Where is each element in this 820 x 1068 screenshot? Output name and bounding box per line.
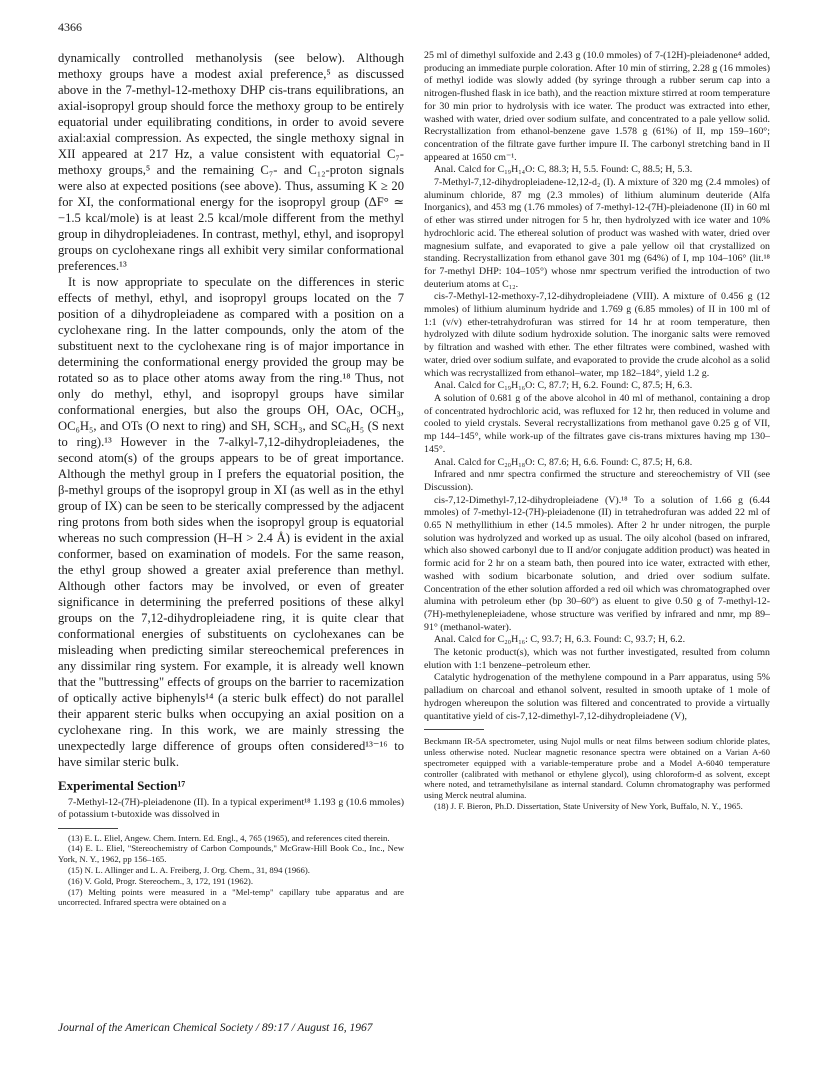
footnote: (17) Melting points were measured in a "Mel-temp" capillary tube apparatus and are uncorrected. Infrared spectra were obtained on a [58,886,404,908]
experimental-paragraph: 7-Methyl-12-(7H)-pleiadenone (II). In a typical experiment¹⁸ 1.193 g (10.6 mmoles) of potassium t-butoxide was dissolved in [58,797,404,821]
footnote: (14) E. L. Eliel, "Stereochemistry of Carbon Compounds," McGraw-Hill Book Co., Inc., New York, N. Y., 1962, pp 156–165. [58,843,404,865]
footnotes-left [58,833,404,909]
footnote: (16) V. Gold, Progr. Stereochem., 3, 172, 191 (1962). [68,875,253,886]
right-column [424,50,770,812]
analysis-line: Anal. Calcd for C₁₉H₁₄O: C, 88.3; H, 5.5. Found: C, 88.5; H, 5.3. [434,164,693,176]
body-paragraph: Infrared and nmr spectra confirmed the structure and stereochemistry of VII (see Discussion). [424,469,770,493]
body-paragraph: Catalytic hydrogenation of the methylene compound in a Parr apparatus, using 5% palladium on charcoal and ethanol solvent, resulted in smooth uptake of 1 mole of hydrogen whereupon the solution was filtered and concentrated to provide a virtually quantitative yield of cis-7,12-dimethyl-7,12-dihydropleiadene (V), [424,672,770,722]
left-column [58,50,404,908]
main-text [58,50,404,770]
footnotes-right [424,736,770,812]
footnote: (13) E. L. Eliel, Angew. Chem. Intern. Ed. Engl., 4, 765 (1965), and references cited therein. [68,832,390,843]
analysis-line: Anal. Calcd for C₂₀H₁₈O: C, 87.6; H, 6.6. Found: C, 87.5; H, 6.8. [434,456,693,468]
body-paragraph: The ketonic product(s), which was not further investigated, resulted from column elution with 1:1 benzene–petroleum ether. [424,647,770,671]
body-paragraph: 25 ml of dimethyl sulfoxide and 2.43 g (10.0 mmoles) of 7-(12H)-pleiadenone⁴ added, producing an immediate purple coloration. After 10 min of stirring, 2.28 g (16 mmoles) of methyl iodide was slowly added (by syringe through a rubber serum cap into a nitrogen-flushed flask in ice bath), and the reaction mixture stirred at room temperature for 30 min prior to hydrolysis with ice water. The product was extracted into ether, washed with water, dried over sodium sulfate, and concentrated to a pale yellow solid. Recrystallization from ethanol-benzene gave 1.578 g (61%) of II, mp 159–160°; concentration of the filtrate gave further impure II. The carbonyl stretching band in II appeared at 1650 cm⁻¹. [424,50,770,163]
body-paragraph: A solution of 0.681 g of the above alcohol in 40 ml of methanol, containing a drop of concentrated hydrochloric acid, was refluxed for 12 hr, then reduced in volume and cooled to yield crystals. Several recrystallizations from methanol gave 0.25 g of VII, mp 144–145°, while work-up of the filtrates gave cis-trans mixtures having mp 130–145°. [424,392,770,455]
footnote: (15) N. L. Allinger and L. A. Freiberg, J. Org. Chem., 31, 894 (1966). [68,864,310,875]
footnote-rule [424,729,484,730]
analysis-line: Anal. Calcd for C₁₉H₁₆O: C, 87.7; H, 6.2. Found: C, 87.5; H, 6.3. [434,380,693,392]
footnote: Beckmann IR-5A spectrometer, using Nujol mulls or neat films between sodium chloride plates, unless otherwise noted. Nuclear magnetic resonance spectra were obtained on a Varian A-60 spectrometer equipped with a variable-temperature probe and a Model A-6040 temperature controller (calibrated with methanol or ethylene glycol), using chloroform-d as solvent, except where noted, and tetramethylsilane as internal standard. Column chromatography was performed using Merck neutral alumina. [424,736,770,801]
footnote-rule [58,828,118,829]
footnote: (18) J. F. Bieron, Ph.D. Dissertation, State University of New York, Buffalo, N. Y., 1965. [434,801,743,812]
body-paragraph: It is now appropriate to speculate on the differences in steric effects of methyl, ethyl, and isopropyl groups located on the 7 position of a dihydropleiadene as compared with a position on a cyclohexane ring. In the latter compounds, only the atom of the substituent next to the cyclohexane ring is of major importance in determining the conformational energy provided the group may be rotated so as to place other atoms away from the ring.¹⁸ Thus, not only do methyl, ethyl, and isopropyl groups have similar conformational energies, but also the groups OH, OAc, OCH₃, OC₆H₅, and OTs (O next to ring) and SH, SCH₃, and SC₆H₅ (S next to ring).¹³ However in the 7-alkyl-7,12-dihydropleiadenes, the second atom(s) of the groups appears to be of great importance. Although the methyl group in I prefers the equatorial position, the β-methyl groups of the isopropyl group in XI (as well as in the ethyl group of IX) can be seen to be sterically compressed by the adjacent ring protons from both sides when the isopropyl group is equatorial whereas no such compression (H–H > 2.4 Å) is evident in the axial conformer, based on examination of models. For the same reason, the ethyl group showed a greater axial preference than methyl. Although other factors may be involved, or even of greater significance in determining the preferred positions of these alkyl groups on the 7,12-dihydropleiadene ring, it is quite clear that conformational energies of substituents on cyclohexanes can be misleading when predicting similar stereochemical preferences in any dissimilar ring system. For example, it is already well known that the "buttressing" effects of groups on the barrier to racemization of optically active biphenyls¹⁴ (a steric bulk effect) do not parallel their apparent steric bulks when occupying an axial position on a cyclohexane ring. In this work, we are mainly stressing the unexpectedly large difference of groups often considered¹³⁻¹⁶ to have similar steric bulk. [58,275,404,769]
body-paragraph: cis-7,12-Dimethyl-7,12-dihydropleiadene (V).¹⁸ To a solution of 1.66 g (6.44 mmoles) of 7-methyl-12-(7H)-pleiadenone (II) in tetrahedrofuran was added 22 ml of 0.65 N methyllithium in ether (14.5 mmoles). After 2 hr under nitrogen, the purple solution was hydrolyzed and worked up as usual. The oily alcohol (based on infrared, which also showed carbonyl due to II and/or conjugate addition product) was heated in formic acid for 2 hr on a steam bath, then poured into ice water, extracted with ether, washed with sodium bicarbonate solution, and dried over sodium sulfate. Concentration of the ether solution afforded a red oil which was chromatographed over alumina with petroleum ether (bp 30–60°) as eluent to give 0.50 g of 7-methyl-12-(7H)-methylenepleiadene, whose structure was verified by infrared and nmr, mp 89–91° (methanol-water). [424,494,770,633]
body-paragraph: 7-Methyl-7,12-dihydropleiadene-12,12-d₂ (I). A mixture of 320 mg (2.4 mmoles) of aluminum chloride, 87 mg (2.3 mmoles) of lithium aluminum deuteride (Alfa Inorganics), and 453 mg (1.76 mmoles) of 7-methyl-12-(7H)-pleiadenone (II) in 60 ml of ether was stirred under nitrogen for 5 hr, then hydrolyzed with ice water and 10% hydrochloric acid. The ethereal solution of product was washed with water, dried over magnesium sulfate, and evaporated to give a pale yellow oil that crystallized on standing. Recrystallization from ethanol gave 301 mg (64%) of I, mp 104–106° (lit.¹⁸ for 7-methyl DHP: 104–105°) whose nmr spectrum verified the introduction of two deuterium atoms at C₁₂. [424,177,770,290]
body-paragraph: dynamically controlled methanolysis (see below). Although methoxy groups have a modest axial preference,⁵ as discussed above in the 7-methyl-12-methoxy DHP cis-trans equilibrations, an axial-isopropyl group should force the methoxy group to be entirely equatorial under equilibrating conditions, in order to avoid severe axial:axial compression. As expected, the single methoxy signal in XII appeared at 217 Hz, a value consistent with equatorial C₇-methoxy groups,⁵ and the remaining C₇- and C₁₂-proton signals were also at expected positions (see above). Thus, assuming K ≥ 20 for XI, the conformational energy for the isopropyl group (ΔF° ≃ −1.5 kcal/mole) is at least 2.5 kcal/mole different from the methyl group in dihydropleiadenes. In contrast, methyl, ethyl, and isopropyl groups on cyclohexane rings all exhibit very similar conformational preferences.¹³ [58,51,404,273]
analysis-line: Anal. Calcd for C₂₀H₁₆: C, 93.7; H, 6.3. Found: C, 93.7; H, 6.2. [434,634,686,646]
body-paragraph: cis-7-Methyl-12-methoxy-7,12-dihydropleiadene (VIII). A mixture of 0.456 g (12 mmoles) of lithium aluminum hydride and 1.769 g (6.85 mmoles) of II in 100 ml of 1:1 (v/v) ether-tetrahydrofuran was stirred for 14 hr at room temperature, then hydrolyzed with dilute sodium hydroxide solution. The inorganic salts were removed by filtration and washed with ether. The ether filtrates were combined, washed with water, dried over sodium sulfate, and evaporated to provide the crude alcohol as a solid which was recrystallized from ethanol–water, mp 182–184°, yield 1.2 g. [424,291,770,379]
journal-footer: Journal of the American Chemical Society / 89:17 / August 16, 1967 [58,1022,373,1034]
section-heading: Experimental Section¹⁷ [58,778,186,793]
page-number: 4366 [58,20,82,34]
